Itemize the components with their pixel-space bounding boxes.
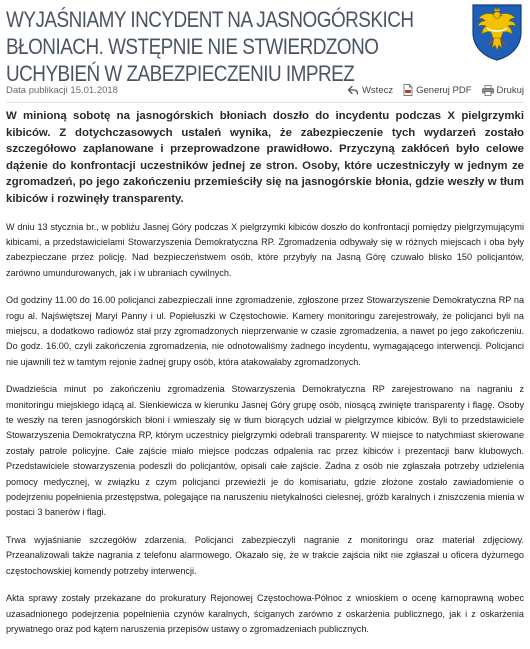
article-body <box>6 108 524 649</box>
article-paragraph: Dwadzieścia minut po zakończeniu zgromadzenia Stowarzyszenia Demokratyczna RP zarejestrowano na nagraniu z monitoringu miejskiego idącą al. Sienkiewicza w kierunku Jasnej Góry grupę osób, niosącą zwinięte transparenty i flagę. Osoby te weszły na teren jasnogórskich błoni i wmieszały się w tłum biorących udział w pielgrzymce kibiców. Byli to przedstawiciele Stowarzyszenia Demokratyczna RP, którym uczestnicy pielgrzymki odebrali transparenty. W miejsce to natychmiast skierowane zostały patrole policyjne. Całe zajście miało miejsce podczas odpalenia rac przez kibiców i prezentacji barw klubowych. Przedstawiciele stowarzyszenia podeszli do policjantów, opisali całe zajście. Żadna z osób nie zgłaszała potrzeby udzielenia pomocy medycznej, w związku z czym policjanci przewieźli je do komisariatu, gdzie złożone zostało zawiadomienie o podejrzeniu popełnienia przestępstwa, polegające na naruszeniu nietykalności cielesnej, gróźb karalnych i zniszczenia mienia w postaci 3 banerów i flagi. <box>6 384 524 518</box>
back-button[interactable] <box>347 84 393 96</box>
publication-date: Data publikacji 15.01.2018 <box>6 85 118 96</box>
printer-icon <box>482 85 494 96</box>
article-meta-bar <box>6 82 524 103</box>
back-button-label: Wstecz <box>361 84 394 96</box>
article-header <box>0 0 530 86</box>
article-title: WYJAŚNIAMY INCYDENT NA JASNOGÓRSKICH BŁONIACH. WSTĘPNIE NIE STWIERDZONO UCHYBIEŃ W ZABEZPIECZENIU IMPREZ <box>6 7 414 86</box>
article-paragraph: Trwa wyjaśnianie szczegółów zdarzenia. Policjanci zabezpieczyli nagranie z monitoringu oraz materiał zdjęciowy. Przeanalizowali także nagrania z telefonu alarmowego. Okazało się, że w trakcie zajścia nikt nie zgłaszał u oficera dyżurnego częstochowskiej komendy potrzeby interwencji. <box>6 534 524 576</box>
pdf-document-icon <box>403 84 413 96</box>
article-paragraph: W dniu 13 stycznia br., w pobliżu Jasnej Góry podczas X pielgrzymki kibiców doszło do konfrontacji pomiędzy pielgrzymującymi kibicami, a przedstawicielami Stowarzyszenia Demokratyczna RP. Zgromadzenia odbywały się w różnych miejscach i oba były zabezpieczane przez policję. Nad bezpieczeństwem osób, które przybyły na Jasną Górę czuwało blisko 150 policjantów, zarówno umundurowanych, jak i w ubraniach cywilnych. <box>6 221 524 278</box>
article-paragraph: Od godziny 11.00 do 16.00 policjanci zabezpieczali inne zgromadzenie, zgłoszone przez Stowarzyszenie Demokratyczna RP na rogu al. Najświętszej Maryi Panny i ul. Popiełuszki w Częstochowie. Kamery monitoringu zarejestrowały, że policjanci byli na miejscu, a dodatkowo radiowóz stał przy zgromadzonych nieprzerwanie w czasie zgromadzenia, a nawet po jego zakończeniu. Do godz. 16.00, czyli zakończenia zgromadzenia, nie odnotowaliśmy żadnego incydentu, wymagającego interwencji. Policjanci nie ujawnili też w tamtym rejonie żadnej grupy osób, która atakowałaby zgromadzonych. <box>6 295 524 367</box>
back-arrow-icon <box>347 85 359 96</box>
coat-of-arms-icon <box>469 2 525 62</box>
article-paragraph: Akta sprawy zostały przekazane do prokuratury Rejonowej Częstochowa-Północ z wnioskiem o ocenę karnoprawną wobec uzasadnionego podejrzenia popełnienia czynów karalnych, ściganych zarówno z oskarżenia publicznego, jak i z oskarżenia prywatnego oraz pod kątem naruszenia przepisów ustawy o zgromadzeniach publicznych. <box>6 593 524 634</box>
print-label: Drukuj <box>496 84 524 96</box>
article-lead: W minioną sobotę na jasnogórskich błoniach doszło do incydentu podczas X pielgrzymki kibiców. Z dotychczasowych ustaleń wynika, że zabezpieczenie tych wydarzeń zostało szczegółowo zaplanowane i przeprowadzone prawidłowo. Przyczyną zakłóceń było celowe dążenie do konfrontacji uczestników jednej ze stron. Osoby, które uczestniczyły w jednym ze zgromadzeń, po jego zakończeniu przemieściły się na jasnogórskie błonia, gdzie weszły w tłum kibiców i rozwinęły transparenty. <box>6 110 524 205</box>
print-button[interactable] <box>482 84 524 96</box>
generate-pdf-button[interactable] <box>403 84 471 96</box>
article-actions <box>347 84 524 96</box>
generate-pdf-label: Generuj PDF <box>416 84 472 96</box>
